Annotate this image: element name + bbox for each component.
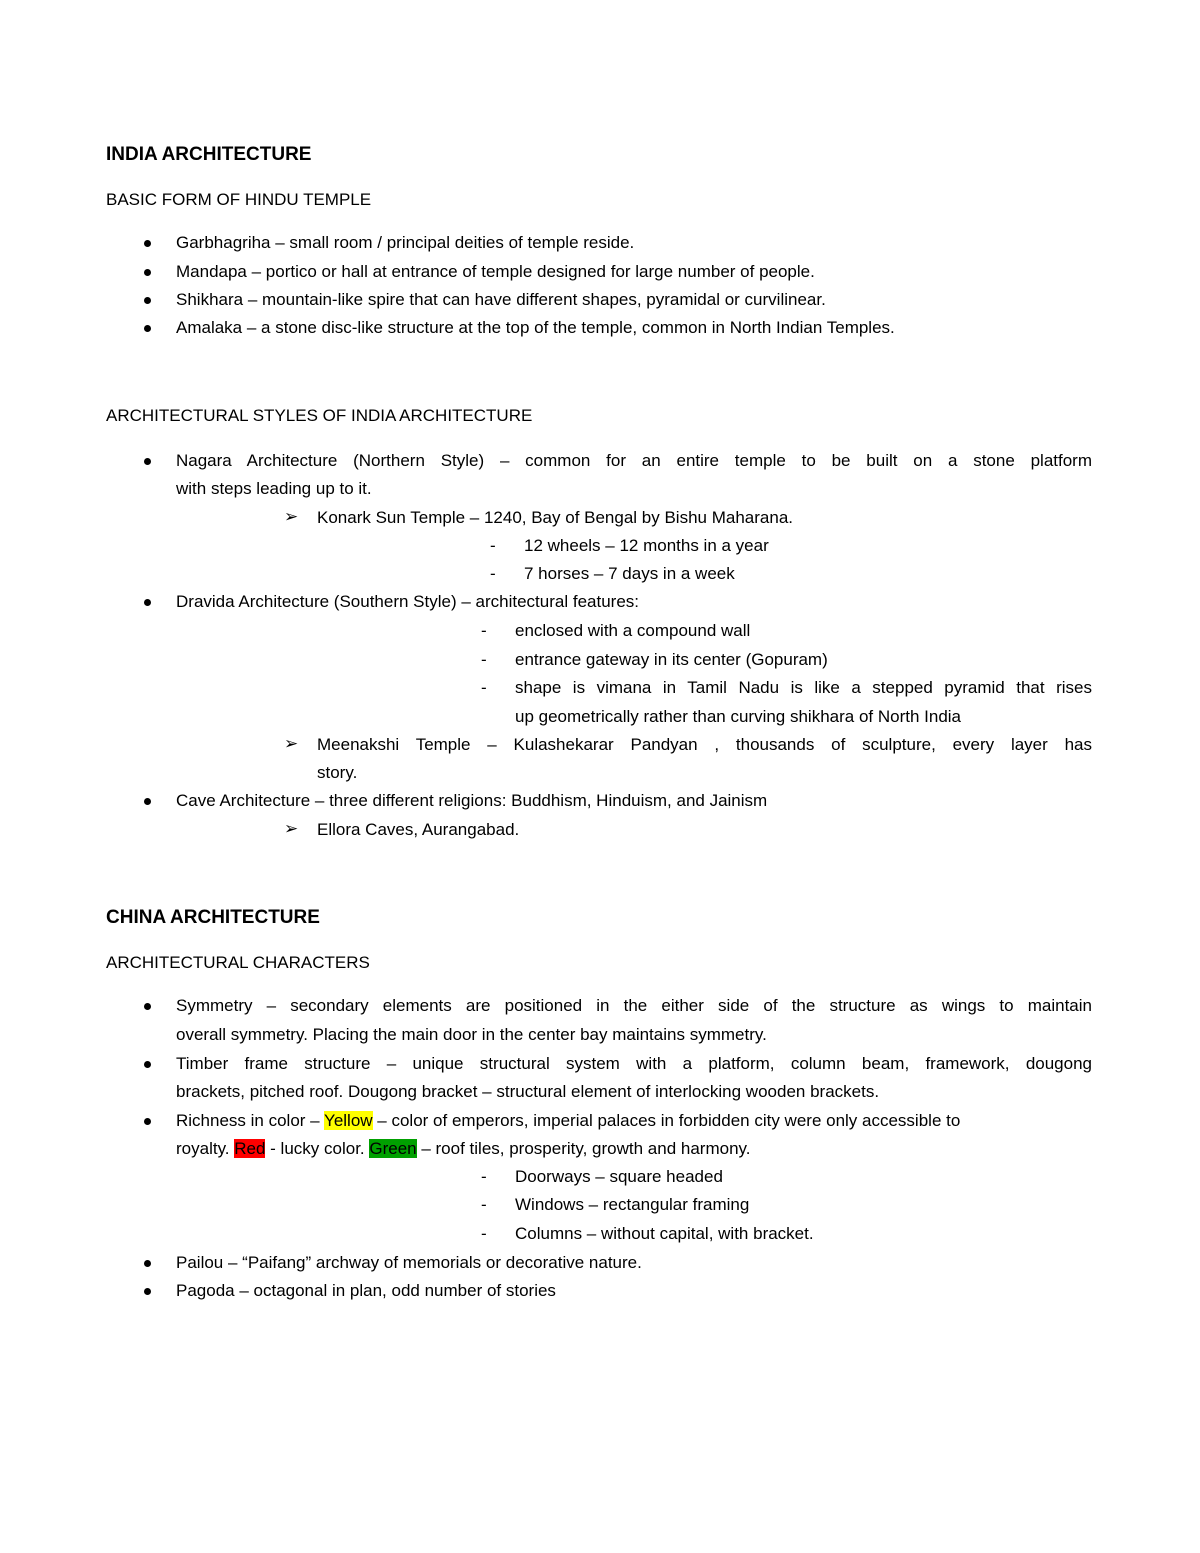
dash-bullet-icon: - xyxy=(481,1195,487,1214)
list-item: Mandapa – portico or hall at entrance of temple designed for large number of people. xyxy=(176,262,815,281)
list-item: Garbhagriha – small room / principal deities of temple reside. xyxy=(176,233,635,252)
list-item: Ellora Caves, Aurangabad. xyxy=(317,820,520,839)
list-item: Shikhara – mountain-like spire that can have different shapes, pyramidal or curvilinear. xyxy=(176,290,826,309)
arrow-bullet-icon: ➢ xyxy=(284,819,299,838)
list-item: Columns – without capital, with bracket. xyxy=(515,1224,814,1243)
dash-bullet-icon: - xyxy=(481,1224,487,1243)
dash-bullet-icon: - xyxy=(481,678,487,697)
dash-bullet-icon: - xyxy=(481,621,487,640)
bullet-icon xyxy=(144,325,151,332)
china-title: CHINA ARCHITECTURE xyxy=(106,907,320,928)
bullet-icon xyxy=(144,1288,151,1295)
arrow-bullet-icon: ➢ xyxy=(284,507,299,526)
list-item: entrance gateway in its center (Gopuram) xyxy=(515,650,828,669)
basic-form-heading: BASIC FORM OF HINDU TEMPLE xyxy=(106,190,372,209)
list-item: 12 wheels – 12 months in a year xyxy=(524,536,769,555)
list-item: shape is vimana in Tamil Nadu is like a stepped pyramid that rises xyxy=(515,678,1092,697)
highlight-yellow: Yellow xyxy=(324,1111,373,1130)
richness-text xyxy=(176,1110,960,1132)
richness-l2-mid: - lucky color. xyxy=(265,1139,370,1158)
bullet-icon xyxy=(144,1260,151,1267)
list-item: Timber frame structure – unique structural system with a platform, column beam, framework, dougong xyxy=(176,1054,1092,1073)
list-item: Cave Architecture – three different religions: Buddhism, Hinduism, and Jainism xyxy=(176,791,768,810)
richness-pre: Richness in color – xyxy=(176,1111,325,1130)
richness-l2-pre: royalty. xyxy=(176,1139,235,1158)
list-item: Pagoda – octagonal in plan, odd number of stories xyxy=(176,1281,556,1300)
bullet-icon xyxy=(144,458,151,465)
list-item: Pailou – “Paifang” archway of memorials or decorative nature. xyxy=(176,1253,642,1272)
list-item: Amalaka – a stone disc-like structure at the top of the temple, common in North Indian Temples. xyxy=(176,318,895,337)
list-item-continuation: with steps leading up to it. xyxy=(176,479,372,498)
india-title: INDIA ARCHITECTURE xyxy=(106,144,312,165)
bullet-icon xyxy=(144,1003,151,1010)
list-item-continuation: brackets, pitched roof. Dougong bracket – structural element of interlocking wooden brackets. xyxy=(176,1082,880,1101)
list-item-continuation: up geometrically rather than curving shikhara of North India xyxy=(515,707,962,726)
richness-mid: – color of emperors, imperial palaces in forbidden city were only accessible to xyxy=(372,1111,961,1130)
highlight-red: Red xyxy=(234,1139,266,1158)
dash-bullet-icon: - xyxy=(481,650,487,669)
styles-heading: ARCHITECTURAL STYLES OF INDIA ARCHITECTURE xyxy=(106,406,533,425)
highlight-green: Green xyxy=(369,1139,417,1158)
list-item: Konark Sun Temple – 1240, Bay of Bengal by Bishu Maharana. xyxy=(317,508,793,527)
dash-bullet-icon: - xyxy=(481,1167,487,1186)
list-item-continuation: overall symmetry. Placing the main door in the center bay maintains symmetry. xyxy=(176,1025,767,1044)
list-item: Doorways – square headed xyxy=(515,1167,723,1186)
bullet-icon xyxy=(144,1061,151,1068)
list-item-continuation: story. xyxy=(317,763,358,782)
list-item: Nagara Architecture (Northern Style) – common for an entire temple to be built on a stone platform xyxy=(176,451,1092,470)
list-item: Windows – rectangular framing xyxy=(515,1195,750,1214)
bullet-icon xyxy=(144,269,151,276)
list-item: 7 horses – 7 days in a week xyxy=(524,564,735,583)
richness-l2-post: – roof tiles, prosperity, growth and harmony. xyxy=(416,1139,751,1158)
bullet-icon xyxy=(144,1118,151,1125)
document-page xyxy=(106,0,1094,1553)
list-item: enclosed with a compound wall xyxy=(515,621,751,640)
arrow-bullet-icon: ➢ xyxy=(284,734,299,753)
bullet-icon xyxy=(144,240,151,247)
bullet-icon xyxy=(144,798,151,805)
characters-heading: ARCHITECTURAL CHARACTERS xyxy=(106,953,370,972)
list-item: Meenakshi Temple – Kulashekarar Pandyan , thousands of sculpture, every layer has xyxy=(317,735,1092,754)
bullet-icon xyxy=(144,297,151,304)
richness-line-2 xyxy=(176,1138,750,1160)
list-item: Symmetry – secondary elements are positioned in the either side of the structure as wings to maintain xyxy=(176,996,1092,1015)
dash-bullet-icon: - xyxy=(490,564,496,583)
bullet-icon xyxy=(144,599,151,606)
list-item: Dravida Architecture (Southern Style) – architectural features: xyxy=(176,592,639,611)
dash-bullet-icon: - xyxy=(490,536,496,555)
richness-line xyxy=(176,1110,1092,1132)
